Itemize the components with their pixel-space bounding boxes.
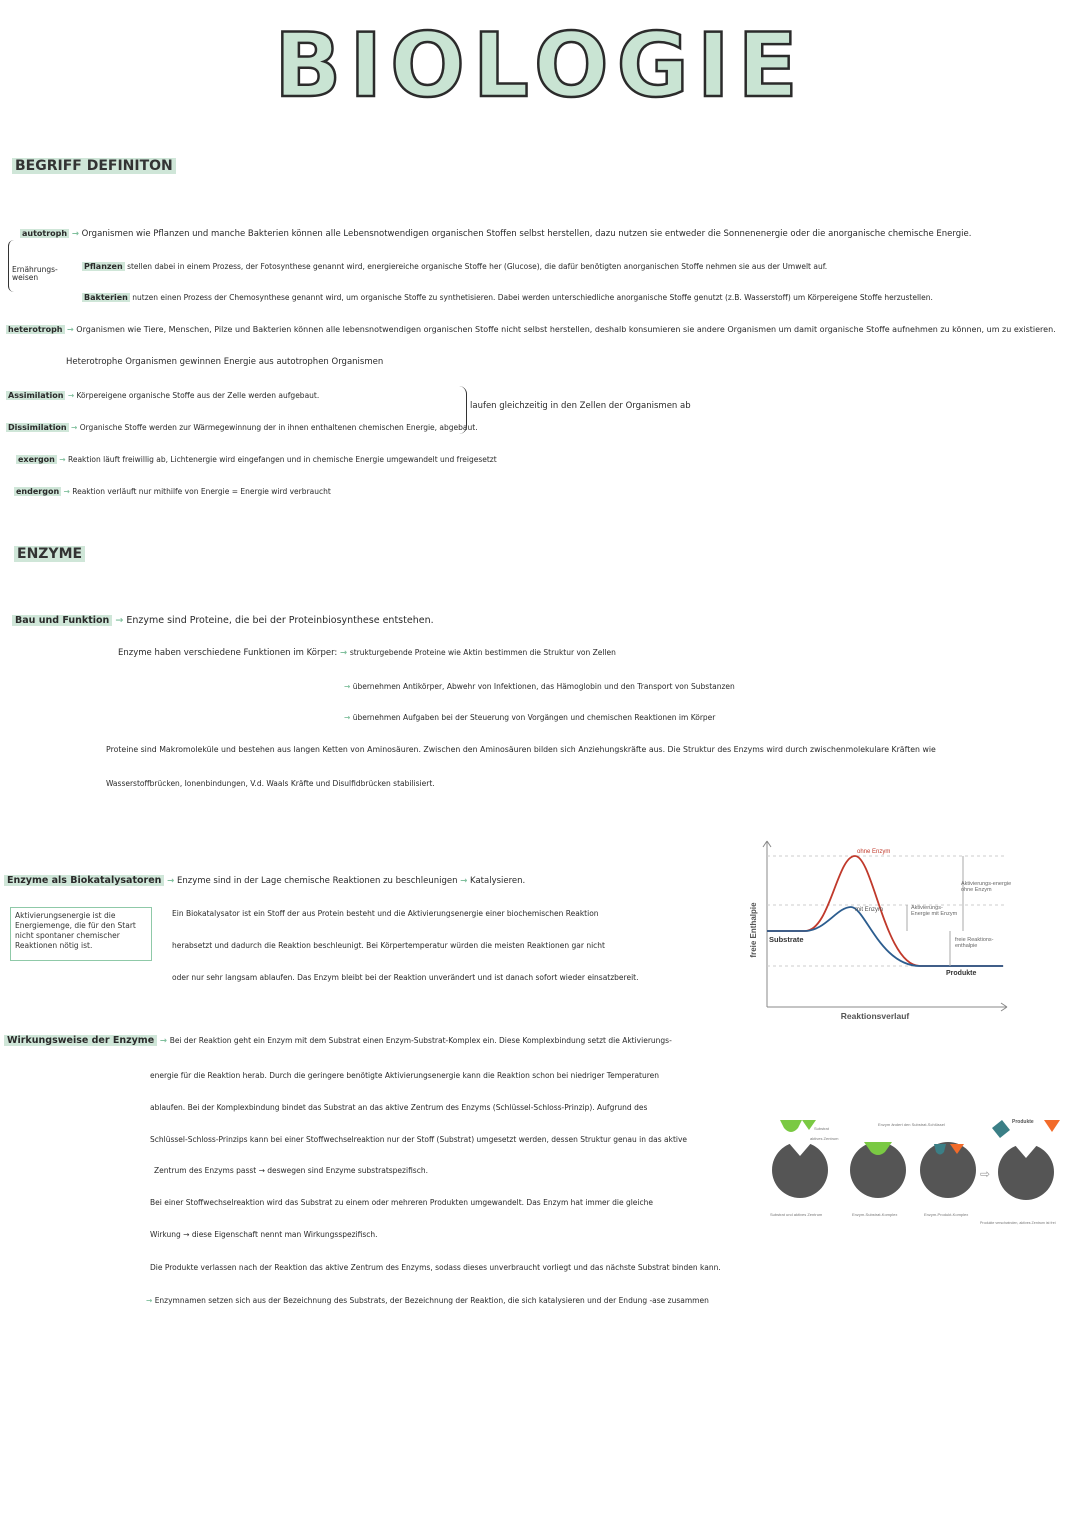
biokat-line-3: oder nur sehr langsam ablaufen. Das Enzym bleibt bei der Reaktion unverändert und ist danach sofort wieder einsatzbereit. [172, 973, 639, 982]
label-act-without [961, 881, 1015, 915]
caption-1: Substrat und aktives Zentrum [770, 1212, 823, 1217]
biokat-text: Enzyme sind in der Lage chemische Reaktionen zu beschleunigen [176, 876, 458, 886]
wirk-label: Wirkungsweise der Enzyme [4, 1035, 157, 1046]
def-assimilation [6, 391, 319, 400]
wirk-line-3: ablaufen. Bei der Komplexbindung bindet das Substrat an das aktive Zentrum des Enzyms (Schlüssel-Schloss-Prinzip). Aufgrund des [150, 1103, 648, 1112]
wirk-line-5: Zentrum des Enzyms passt → deswegen sind Enzyme substratspezifisch. [154, 1166, 428, 1175]
enzyme-shape [920, 1142, 976, 1198]
def-exergon [16, 455, 497, 464]
def-pflanzen [82, 262, 827, 271]
bau-label: Bau und Funktion [12, 615, 112, 626]
caption-4: Produkte verschwinden, aktives Zentrum ist frei [980, 1221, 1056, 1225]
label-without-enzyme: ohne Enzym [857, 849, 891, 855]
caption-3: Enzym-Produkt-Komplex [924, 1212, 969, 1217]
funktionen-intro: Enzyme haben verschiedene Funktionen im Körper: [118, 648, 338, 658]
axis-arrow-icon [763, 841, 1007, 1011]
term-heterotroph: heterotroph [8, 325, 63, 334]
text-exergon: Reaktion läuft freiwillig ab, Lichtenergie wird eingefangen und in chemische Energie umgewandelt und freigesetzt [67, 455, 497, 464]
free-enthalpy-text: freie Reaktions-enthalpie [955, 937, 994, 949]
biokat-term: Katalysieren. [470, 876, 526, 886]
stage-1 [772, 1120, 828, 1198]
chart-xlabel: Reaktionsverlauf [840, 1011, 910, 1021]
arrow-icon: → [344, 682, 351, 691]
assim-brace [458, 386, 467, 434]
biokat-label: Enzyme als Biokatalysatoren [4, 875, 164, 886]
funktion-item: übernehmen Aufgaben bei der Steuerung von Vorgängen und chemischen Reaktionen im Körper [352, 713, 716, 722]
label-products: Produkte [946, 970, 977, 977]
wirk-line-1 [4, 1035, 672, 1046]
lock-key-diagram [768, 1112, 1068, 1230]
funktion-item-2 [344, 682, 735, 691]
wirk-text: Enzymnamen setzen sich aus der Bezeichnung des Substrats, der Bezeichnung der Reaktion, die sich katalysieren und der Endung -ase zusammen [154, 1296, 709, 1305]
arrow-icon: → [71, 229, 79, 239]
chart-ylabel: freie Enthalpie [749, 902, 758, 958]
arrow-icon: → [340, 648, 348, 658]
term-autotroph: autotroph [22, 229, 68, 238]
arrow-icon: → [159, 1036, 167, 1046]
def-dissimilation [6, 423, 478, 432]
act-with-text: Aktivierungs-Energie mit Enzym [911, 905, 958, 917]
label-substrate: Substrate [769, 935, 804, 944]
arrow-icon: → [67, 325, 74, 334]
wirk-line-2: energie für die Reaktion herab. Durch die geringere benötigte Aktivierungsenergie kann die Reaktion schon bei niedriger Temperaturen [150, 1071, 660, 1080]
enzyme-heading: ENZYME [14, 546, 85, 562]
substrate-shape [780, 1120, 802, 1132]
term-assimilation: Assimilation [8, 391, 64, 400]
biokat-line-1: Ein Biokatalysator ist ein Stoff der aus Protein besteht und die Aktivierungsenergie einer biochemischen Reaktion [172, 909, 599, 918]
wirk-line-9 [146, 1296, 709, 1305]
label-with-enzyme: mit Enzym [855, 907, 884, 913]
label-act-with [911, 905, 959, 931]
energy-profile-chart [745, 835, 1015, 1025]
term-pflanzen: Pflanzen [84, 262, 123, 271]
def-endergon [14, 487, 331, 496]
term-exergon: exergon [18, 455, 55, 464]
arrow-icon: → [67, 391, 75, 400]
arrow-icon: → [344, 713, 351, 722]
stage-4 [992, 1120, 1060, 1200]
wirk-line-7: Wirkung → diese Eigenschaft nennt man Wirkungsspezifisch. [150, 1230, 378, 1239]
text-dissimilation: Organische Stoffe werden zur Wärmegewinnung der in ihnen enthaltenen chemischen Energie, abgebaut. [79, 423, 478, 432]
label-active-site: aktives Zentrum [810, 1136, 839, 1141]
arrow-icon: → [146, 1296, 153, 1305]
funktion-item: übernehmen Antikörper, Abwehr von Infektionen, das Hämoglobin und den Transport von Substanzen [352, 682, 735, 691]
brace-text: laufen gleichzeitig in den Zellen der Organismen ab [470, 401, 691, 411]
funktionen-line-1 [118, 648, 616, 658]
text-endergon: Reaktion verläuft nur mithilfe von Energie = Energie wird verbraucht [72, 487, 331, 496]
caption-2: Enzym-Substrat-Komplex [852, 1212, 898, 1217]
act-without-text: Aktivierungs-energie ohne Enzym [961, 881, 1012, 893]
biokat-line-2: herabsetzt und dadurch die Reaktion beschleunigt. Bei Körpertemperatur würden die meisten Reaktionen gar nicht [172, 941, 605, 950]
text-heterotroph: Organismen wie Tiere, Menschen, Pilze und Bakterien können alle lebensnotwendigen organischen Stoffe nicht selbst herstellen, deshalb konsumieren sie andere Organismen um damit organische Stoffe aufnehmen zu können, um zu existieren. [76, 325, 1056, 334]
proteine-text-2: Wasserstoffbrücken, Ionenbindungen, V.d. Waals Kräfte und Disulfidbrücken stabilisiert. [106, 779, 435, 788]
arrow-icon: → [460, 876, 468, 886]
label-es-changed: Enzym ändert den Substrat-Schlüssel [878, 1122, 945, 1127]
stage-3 [920, 1142, 976, 1198]
def-heterotroph [6, 325, 1056, 334]
arrow-icon: → [115, 615, 124, 626]
term-bakterien: Bakterien [84, 293, 128, 302]
arrow-icon: ⇨ [980, 1167, 991, 1181]
arrow-icon: → [59, 455, 66, 464]
def-bakterien [82, 293, 933, 302]
term-endergon: endergon [16, 487, 60, 496]
bau-funktion [12, 615, 434, 626]
text-pflanzen: stellen dabei in einem Prozess, der Fotosynthese genannt wird, energiereiche organische Stoffe her (Glucose), die dafür benötigten anorganischen Stoffe nehmen sie aus der Umwelt auf. [127, 262, 828, 271]
proteine-text-1: Proteine sind Makromoleküle und bestehen aus langen Ketten von Aminosäuren. Zwischen den Aminosäuren bilden sich Anziehungskräfte aus. Die Struktur des Enzyms wird durch zwischenmolekulare Kräften wie [106, 745, 936, 754]
ernaehrung-label: Ernährungs- weisen [12, 265, 58, 282]
definitions-heading: BEGRIFF DEFINITON [12, 158, 176, 174]
funktion-item: strukturgebende Proteine wie Aktin bestimmen die Struktur von Zellen [349, 648, 616, 657]
product-shape [1044, 1120, 1060, 1132]
arrow-icon: → [63, 487, 70, 496]
product-shape [992, 1120, 1010, 1138]
label-products: Produkte [1012, 1119, 1034, 1125]
text-assimilation: Körpereigene organische Stoffe aus der Zelle werden aufgebaut. [76, 391, 320, 400]
text-autotroph: Organismen wie Pflanzen und manche Bakterien können alle Lebensnotwendigen organischen Stoffen selbst herstellen, dazu nutzen sie entweder die Sonnenenergie oder die anorganische chemische Energie. [81, 229, 972, 239]
wirk-line-8: Die Produkte verlassen nach der Reaktion das aktive Zentrum des Enzyms, sodass dieses unverbraucht vorliegt und das nächste Substrat binden kann. [150, 1263, 721, 1272]
term-dissimilation: Dissimilation [8, 423, 67, 432]
page-title: BIOLOGIE [274, 14, 806, 117]
biokat-heading [4, 875, 525, 886]
label-substrate: Substrat [814, 1126, 829, 1131]
wirk-line-6: Bei einer Stoffwechselreaktion wird das Substrat zu einem oder mehreren Produkten umgewandelt. Das Enzym hat immer die gleiche [150, 1198, 653, 1207]
stage-2 [850, 1142, 906, 1198]
def-autotroph [20, 229, 971, 239]
heterotroph-note: Heterotrophe Organismen gewinnen Energie aus autotrophen Organismen [66, 357, 384, 367]
funktion-item-3 [344, 713, 715, 722]
wirk-text: Bei der Reaktion geht ein Enzym mit dem Substrat einen Enzym-Substrat-Komplex ein. Diese Komplexbindung setzt die Aktivierungs- [169, 1036, 672, 1045]
label-free-enthalpy [955, 937, 1005, 967]
arrow-icon: → [71, 423, 78, 432]
wirk-line-4: Schlüssel-Schloss-Prinzips kann bei einer Stoffwechselreaktion nur der Stoff (Substrat) umgesetzt werden, dessen Struktur genau in das aktive [150, 1135, 688, 1144]
bau-text: Enzyme sind Proteine, die bei der Proteinbiosynthese entstehen. [126, 615, 434, 626]
arrow-icon: → [167, 876, 175, 886]
activation-energy-note: Aktivierungsenergie ist die Energiemenge, die für den Start nicht spontaner chemischer Reaktionen nötig ist. [10, 907, 152, 961]
text-bakterien: nutzen einen Prozess der Chemosynthese genannt wird, um organische Stoffe zu synthetisieren. Dabei werden unterschiedliche anorganische Stoffe genutzt (z.B. Wasserstoff) um Körpereigene Stoffe herzustellen. [132, 293, 933, 302]
